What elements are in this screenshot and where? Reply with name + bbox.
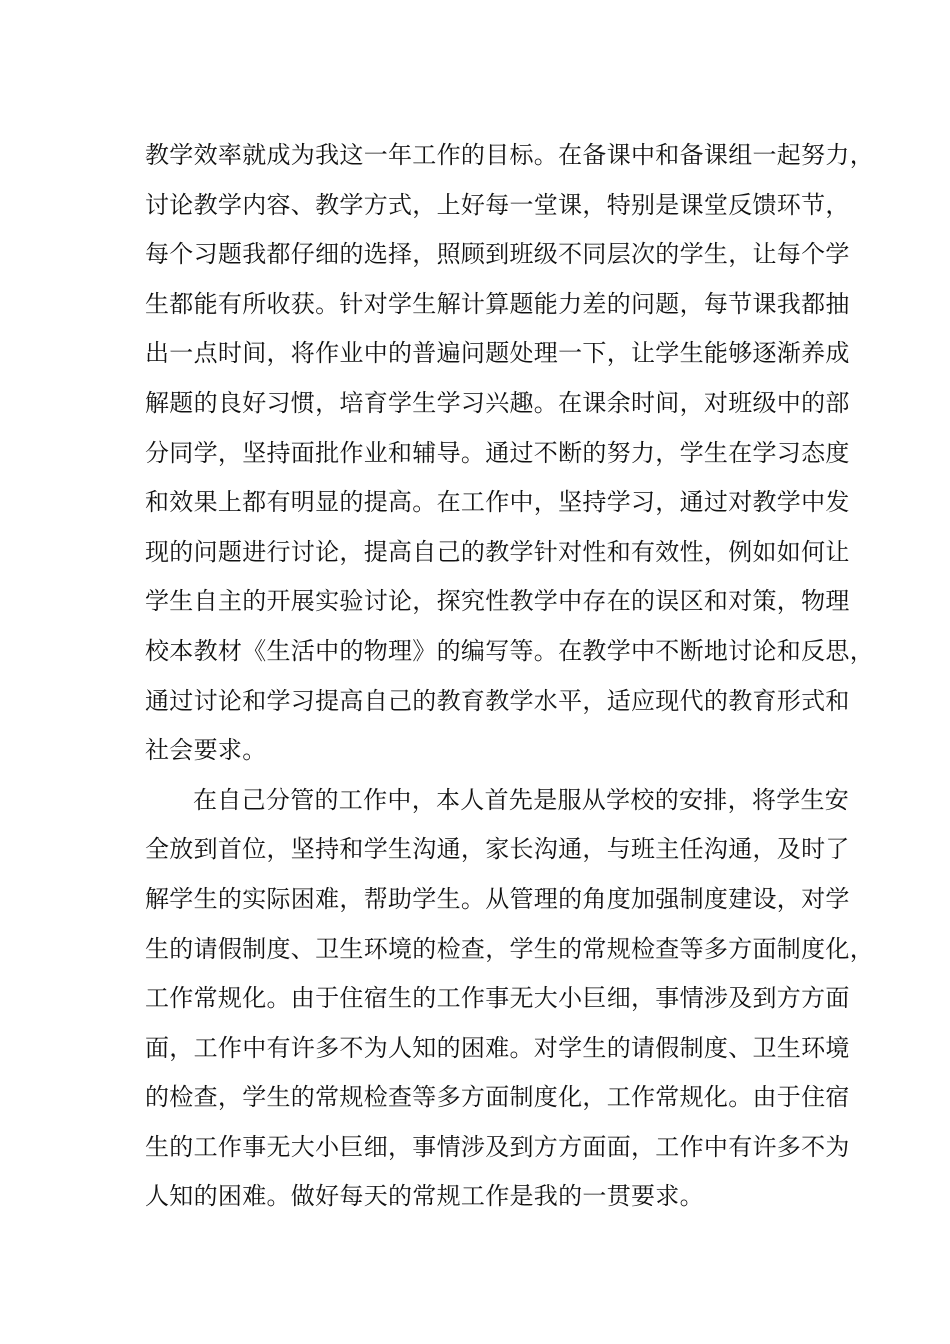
text-line: 学生自主的开展实验讨论，探究性教学中存在的误区和对策，物理 (145, 587, 850, 616)
text-line: 社会要求。 (145, 736, 267, 765)
text-line: 现的问题进行讨论，提高自己的教学针对性和有效性，例如如何让 (145, 537, 850, 566)
text-line: 生的请假制度、卫生环境的检查，学生的常规检查等多方面制度化， (145, 934, 874, 963)
text-line: 工作常规化。由于住宿生的工作事无大小巨细，事情涉及到方方面 (145, 984, 850, 1013)
text-line: 解学生的实际困难，帮助学生。从管理的角度加强制度建设，对学 (145, 884, 850, 913)
text-line: 人知的困难。做好每天的常规工作是我的一贯要求。 (145, 1182, 704, 1211)
text-line: 每个习题我都仔细的选择，照顾到班级不同层次的学生，让每个学 (145, 240, 850, 269)
paragraph-2 (145, 776, 874, 1222)
text-line: 生的工作事无大小巨细，事情涉及到方方面面，工作中有许多不为 (145, 1132, 850, 1161)
text-line: 解题的良好习惯，培育学生学习兴趣。在课余时间，对班级中的部 (145, 388, 850, 417)
document-body (145, 131, 874, 1222)
text-line: 分同学，坚持面批作业和辅导。通过不断的努力，学生在学习态度 (145, 438, 850, 467)
text-line: 生都能有所收获。针对学生解计算题能力差的问题，每节课我都抽 (145, 289, 850, 318)
text-line: 出一点时间，将作业中的普遍问题处理一下，让学生能够逐渐养成 (145, 339, 850, 368)
text-line: 校本教材《生活中的物理》的编写等。在教学中不断地讨论和反思， (145, 636, 874, 665)
text-line: 讨论教学内容、教学方式，上好每一堂课，特别是课堂反馈环节， (145, 190, 850, 219)
text-line: 全放到首位，坚持和学生沟通，家长沟通，与班主任沟通，及时了 (145, 835, 850, 864)
paragraph-1 (145, 131, 874, 776)
text-line: 和效果上都有明显的提高。在工作中，坚持学习，通过对教学中发 (145, 488, 850, 517)
text-line-indented: 在自己分管的工作中，本人首先是服从学校的安排，将学生安 (193, 785, 850, 814)
text-line: 通过讨论和学习提高自己的教育教学水平，适应现代的教育形式和 (145, 686, 850, 715)
text-line: 教学效率就成为我这一年工作的目标。在备课中和备课组一起努力， (145, 141, 874, 169)
text-line: 的检查，学生的常规检查等多方面制度化，工作常规化。由于住宿 (145, 1083, 850, 1112)
text-line: 面，工作中有许多不为人知的困难。对学生的请假制度、卫生环境 (145, 1033, 850, 1062)
